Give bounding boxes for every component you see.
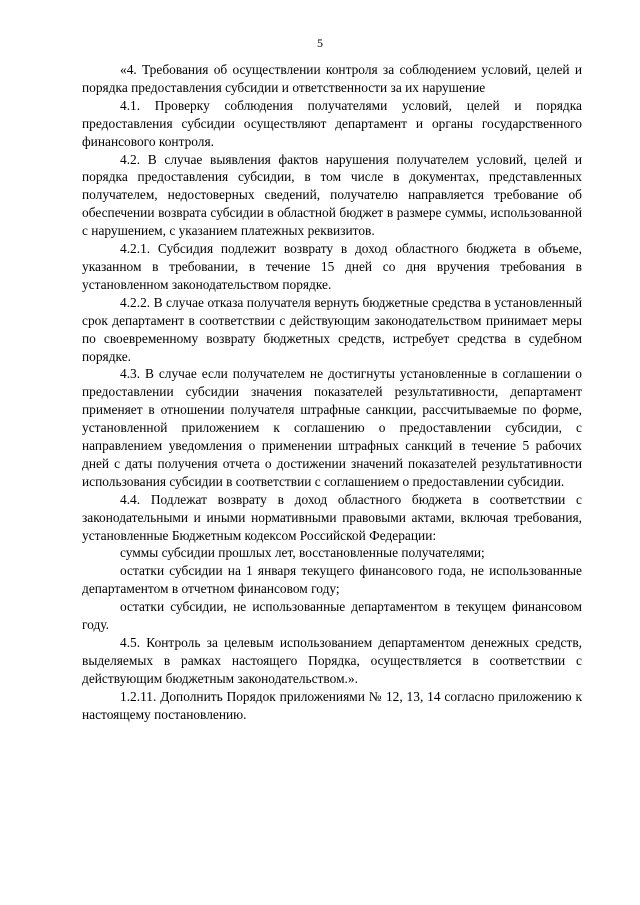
paragraph-4-1: 4.1. Проверку соблюдения получателями условий, целей и порядка предоставления субсидии осуществляют департамент и органы государственного финансового контроля. [82, 97, 582, 149]
document-body [82, 61, 582, 724]
paragraph-4-4-item-3: остатки субсидии, не использованные департаментом в текущем финансовом году. [82, 599, 582, 633]
paragraph-4-4: 4.4. Подлежат возврату в доход областного бюджета в соответствии с законодательными и иными нормативными правовыми актами, включая требования, установленные Бюджетным кодексом Российской Федерации: [82, 491, 582, 543]
paragraph-1-2-11: 1.2.11. Дополнить Порядок приложениями № 12, 13, 14 согласно приложению к настоящему постановлению. [82, 688, 582, 722]
paragraph-4-2-2: 4.2.2. В случае отказа получателя вернуть бюджетные средства в установленный срок департамент в соответствии с действующим законодательством принимает меры по своевременному возврату бюджетных средств, истребует средства в судебном порядке. [82, 294, 582, 364]
paragraph-4-2-1: 4.2.1. Субсидия подлежит возврату в доход областного бюджета в объеме, указанном в требовании, в течение 15 дней со дня вручения требования в установленном законодательством порядке. [82, 241, 582, 292]
paragraph-4-4-item-1: суммы субсидии прошлых лет, восстановленные получателями; [120, 545, 485, 561]
section-4-heading: «4. Требования об осуществлении контроля за соблюдением условий, целей и порядка предоставления субсидии и ответственности за их нарушение [82, 62, 582, 95]
page-number: 5 [317, 36, 323, 50]
paragraph-4-3: 4.3. В случае если получателем не достигнуты установленные в соглашении о предоставлении субсидии значения показателей результативности, департамент применяет в отношении получателя штрафные санкции, рассчитываемые по форме, установленной приложением к соглашению о предоставлении субсидии, с направлением уведомления о применении штрафных санкций в течение 5 рабочих дней с даты получения отчета о достижении значений показателей результативности использования субсидии в соответствии с соглашением о предоставлении субсидии. [82, 366, 582, 489]
paragraph-4-2: 4.2. В случае выявления фактов нарушения получателем условий, целей и порядка предоставления субсидии, в том числе в документах, представленных получателем, недостоверных сведений, получателю направляется требование об обеспечении возврата субсидии в областной бюджет в размере суммы, использованной с нарушением, с указанием платежных реквизитов. [82, 151, 582, 239]
paragraph-4-5: 4.5. Контроль за целевым использованием департаментом денежных средств, выделяемых в рамках настоящего Порядка, осуществляется в соответствии с действующим бюджетным законодательством.». [82, 635, 582, 686]
paragraph-4-4-item-2: остатки субсидии на 1 января текущего финансового года, не использованные департаментом в отчетном финансовом году; [82, 563, 582, 597]
